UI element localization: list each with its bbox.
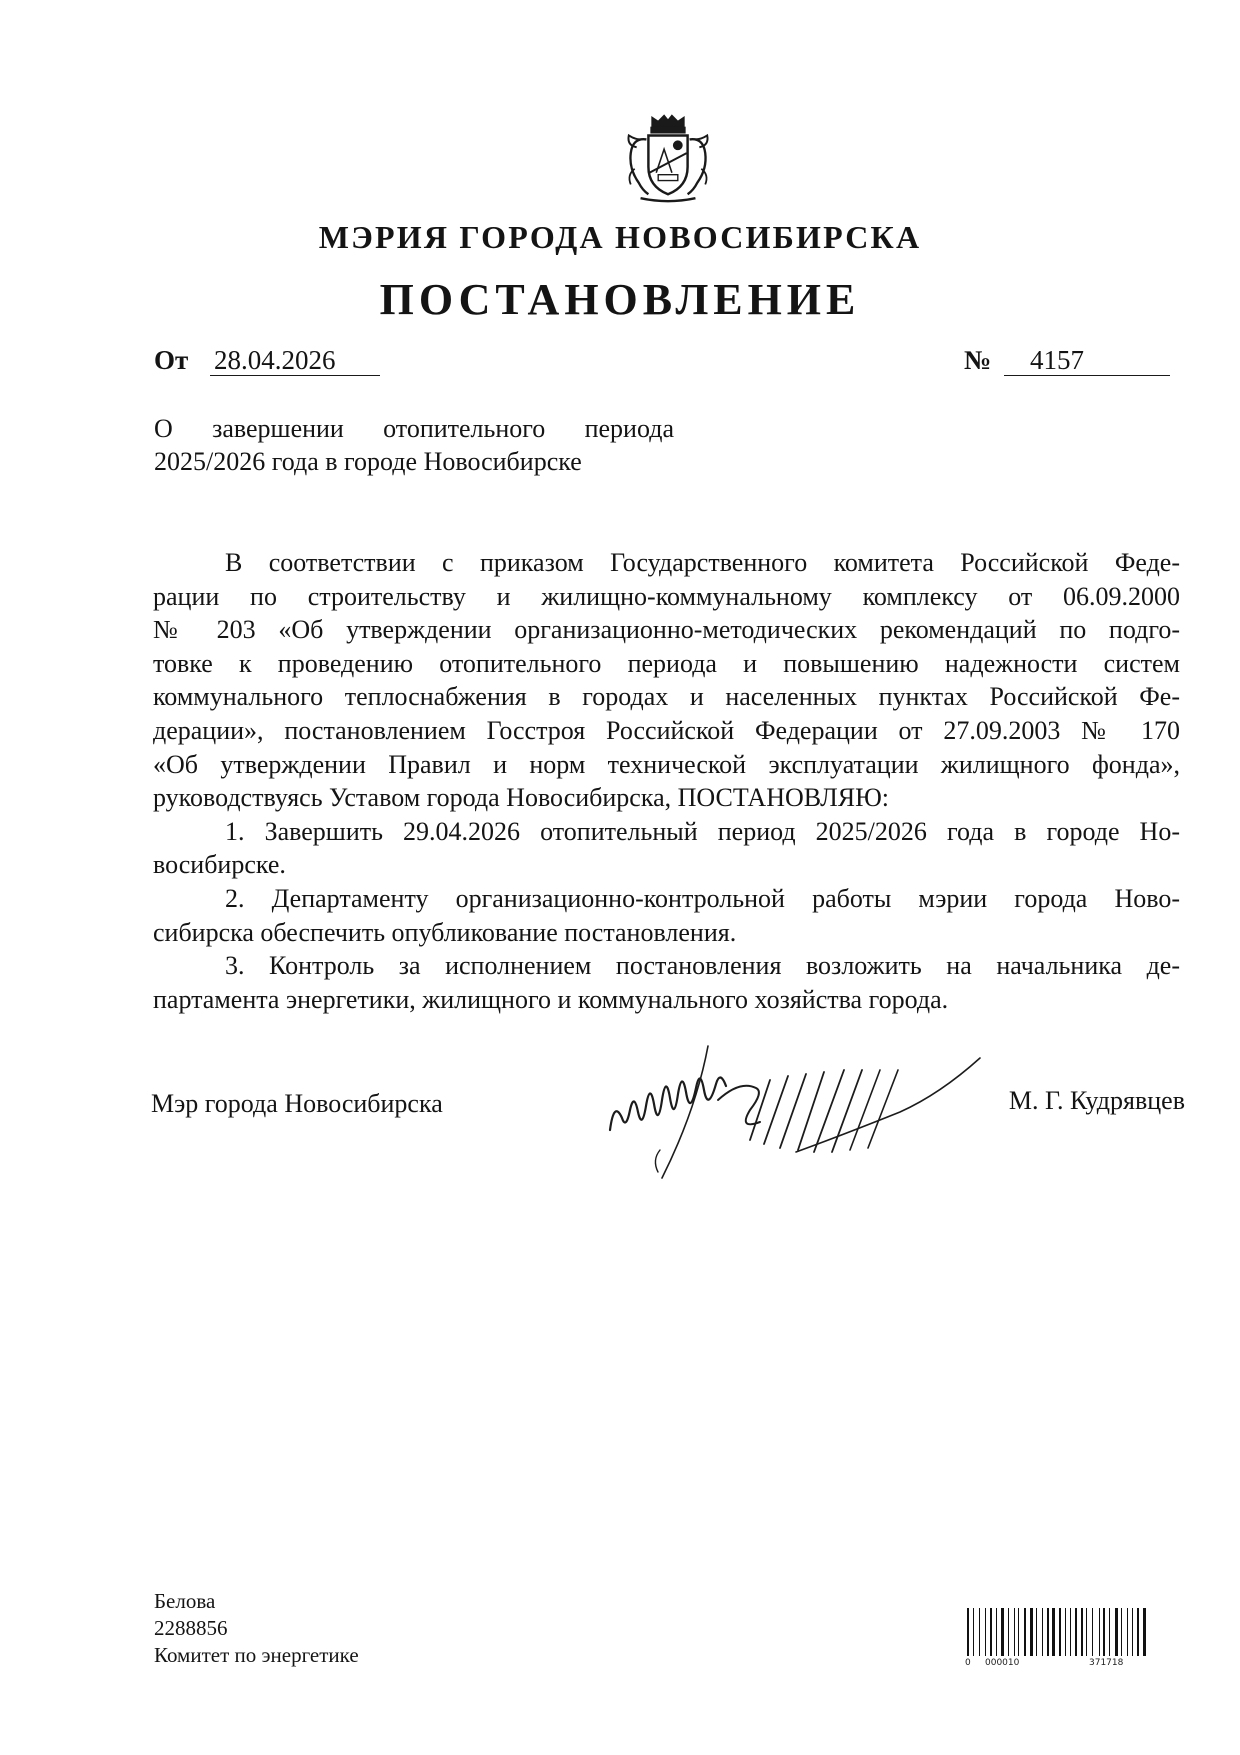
document-barcode (965, 1608, 1147, 1656)
document-type-title: ПОСТАНОВЛЕНИЕ (379, 275, 861, 324)
subject-line: О завершении отопительного периода (154, 414, 674, 443)
date-value: 28.04.2026 (210, 345, 380, 376)
number-prefix: № (964, 345, 992, 375)
barcode-bar (967, 1608, 969, 1656)
barcode-bar (1070, 1608, 1071, 1656)
barcode-bar (996, 1608, 997, 1656)
number-value: 4157 (1004, 345, 1170, 376)
date-prefix: От (154, 345, 189, 375)
body-line: рации по строительству и жилищно-коммунальному комплексу от 06.09.2000 (153, 581, 1180, 611)
executor-department: Комитет по энергетике (154, 1643, 359, 1667)
barcode-bar (1127, 1608, 1128, 1656)
subject-line: 2025/2026 года в городе Новосибирске (154, 447, 582, 476)
barcode-bar (1092, 1608, 1093, 1656)
body-line: партамента энергетики, жилищного и коммунального хозяйства города. (153, 984, 949, 1014)
body-line: руководствуясь Уставом города Новосибирска, ПОСТАНОВЛЯЮ: (153, 783, 890, 813)
document-body (153, 546, 1180, 1016)
barcode-bar (1075, 1608, 1077, 1656)
document-date (154, 345, 336, 376)
barcode-bar (1065, 1608, 1066, 1656)
barcode-bar (1018, 1608, 1019, 1656)
barcode-bar (1008, 1608, 1009, 1656)
document-subject (154, 412, 674, 478)
barcode-bar (1103, 1608, 1105, 1656)
barcode-bar (1036, 1608, 1037, 1656)
barcode-bar (1099, 1608, 1100, 1656)
barcode-bar (1047, 1608, 1049, 1656)
barcode-digits: 371718 (1089, 1658, 1124, 1668)
barcode-bar (1132, 1608, 1133, 1656)
barcode-bar (1115, 1608, 1118, 1656)
barcode-bar (1086, 1608, 1087, 1656)
barcode-bar (1081, 1608, 1083, 1656)
barcode-bar (1137, 1608, 1139, 1656)
body-line: товке к проведению отопительного периода и повышению надежности систем (153, 648, 1180, 678)
barcode-bar (1030, 1608, 1033, 1656)
body-line: 3. Контроль за исполнением постановления возложить на начальника де- (225, 951, 1180, 981)
handwritten-signature (600, 1040, 990, 1180)
body-line: В соответствии с приказом Государственного комитета Российской Феде- (225, 548, 1180, 577)
barcode-bar (1001, 1608, 1004, 1656)
barcode-bar (1052, 1608, 1055, 1656)
barcode-bar (990, 1608, 992, 1656)
coat-of-arms-icon (619, 110, 717, 208)
executor-phone: 2288856 (154, 1616, 228, 1640)
body-line: дерации», постановлением Госстроя Российской Федерации от 27.09.2003 № 170 (153, 715, 1180, 745)
organization-title: МЭРИЯ ГОРОДА НОВОСИБИРСКА (318, 219, 922, 255)
barcode-digits: 000010 (985, 1658, 1020, 1668)
barcode-bar (1121, 1608, 1122, 1656)
barcode-digit: 0 (965, 1658, 971, 1668)
barcode-bar (985, 1608, 986, 1656)
body-line: 1. Завершить 29.04.2026 отопительный период 2025/2026 года в городе Но- (225, 816, 1180, 846)
body-line: № 203 «Об утверждении организационно-методических рекомендаций по подго- (153, 615, 1180, 645)
document-number (964, 345, 1084, 376)
signatory-title: Мэр города Новосибирска (151, 1089, 443, 1118)
body-line: коммунального теплоснабжения в городах и населенных пунктах Российской Фе- (153, 682, 1180, 712)
barcode-bar (1042, 1608, 1043, 1656)
body-line: 2. Департаменту организационно-контрольной работы мэрии города Ново- (225, 883, 1180, 913)
body-line: «Об утверждении Правил и норм технической эксплуатации жилищного фонда», (153, 749, 1180, 779)
barcode-bar (973, 1608, 974, 1656)
barcode-caption (965, 1658, 1147, 1670)
barcode-bar (979, 1608, 980, 1656)
executor-block (154, 1588, 359, 1669)
body-line: сибирска обеспечить опубликование постановления. (153, 917, 737, 947)
barcode-bar (1024, 1608, 1026, 1656)
barcode-bar (1109, 1608, 1110, 1656)
barcode-bar (1143, 1608, 1146, 1656)
body-line: восибирске. (153, 850, 286, 880)
executor-name: Белова (154, 1589, 216, 1613)
barcode-bar (1014, 1608, 1015, 1656)
signatory-name: М. Г. Кудрявцев (1008, 1086, 1185, 1115)
barcode-bar (1059, 1608, 1061, 1656)
